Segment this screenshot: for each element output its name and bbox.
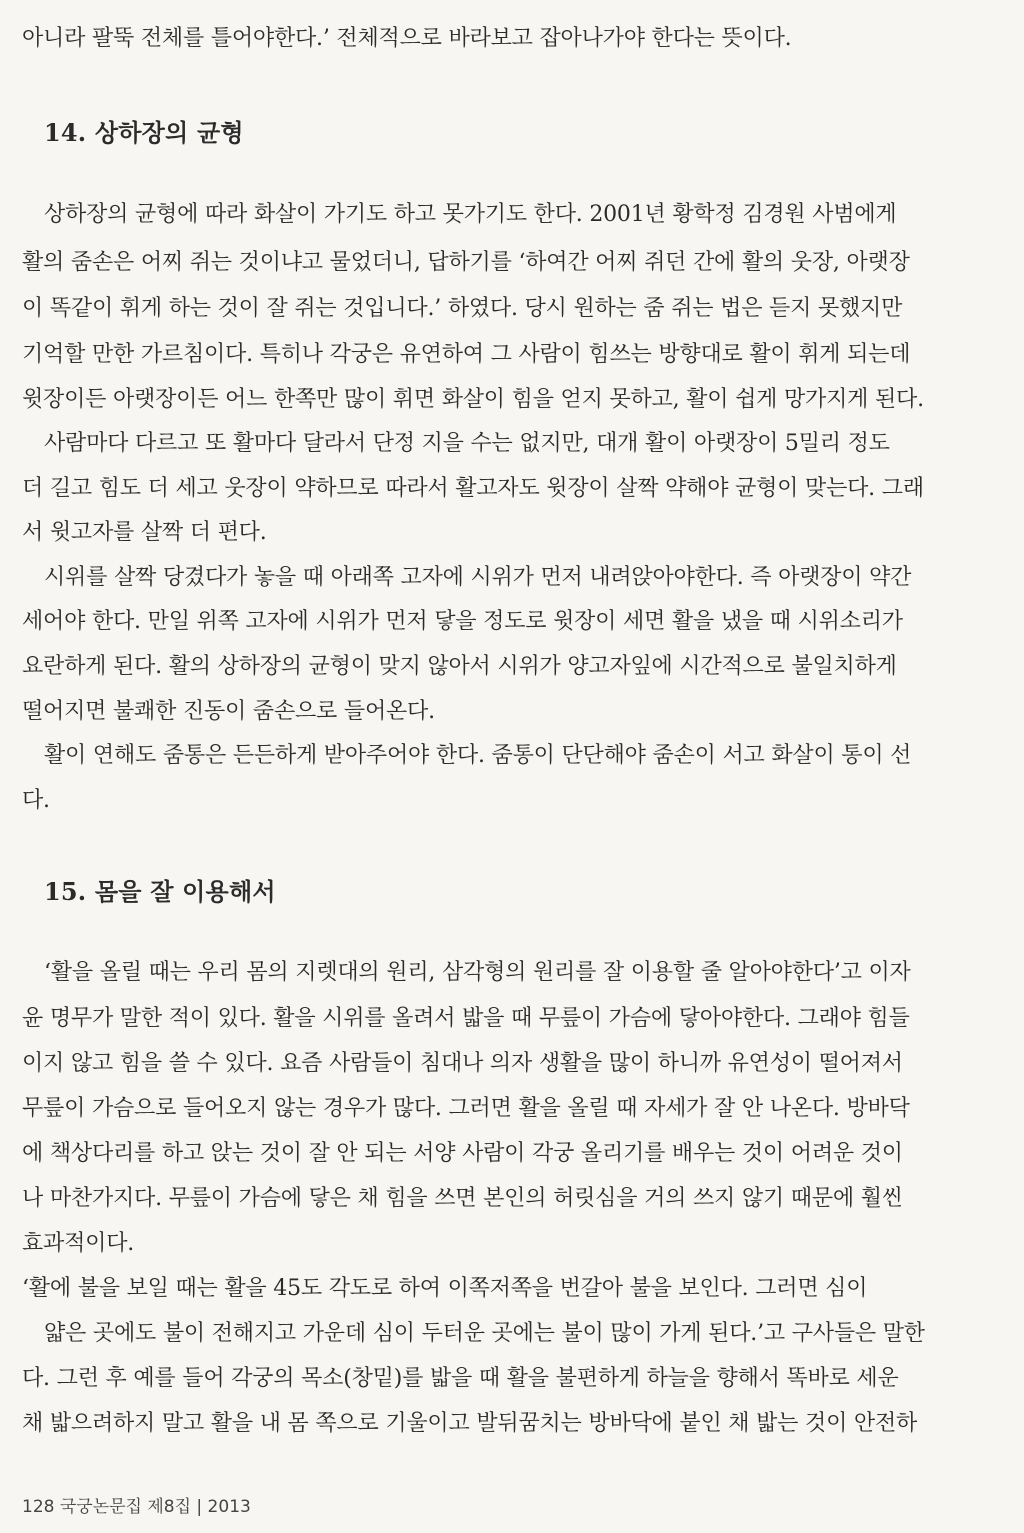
paragraph-line: 효과적이다. [22, 1231, 135, 1256]
paragraph-line: ‘활에 불을 보일 때는 활을 45도 각도로 하여 이쪽저쪽을 번갈아 불을 보인다. 그러면 심이 [22, 1276, 868, 1301]
paragraph-line: 얇은 곳에도 불이 전해지고 가운데 심이 두터운 곳에는 불이 많이 가게 된다.’고 구사들은 말한 [44, 1321, 925, 1346]
paragraph-line: 에 책상다리를 하고 앉는 것이 잘 안 되는 서양 사람이 각궁 올리기를 배우는 것이 어려운 것이 [22, 1141, 903, 1166]
paragraph-line: 더 길고 힘도 더 세고 웃장이 약하므로 따라서 활고자도 윗장이 살짝 약해야 균형이 맞는다. 그래 [22, 476, 924, 501]
paragraph-line: 상하장의 균형에 따라 화살이 가기도 하고 못가기도 한다. 2001년 황학정 김경원 사범에게 [44, 202, 897, 227]
paragraph-line: 시위를 살짝 당겼다가 놓을 때 아래쪽 고자에 시위가 먼저 내려앉아야한다. 즉 아랫장이 약간 [44, 565, 912, 590]
paragraph-line: 아니라 팔뚝 전체를 틀어야한다.’ 전체적으로 바라보고 잡아나가야 한다는 뜻이다. [22, 26, 792, 51]
paragraph-line: 윗장이든 아랫장이든 어느 한쪽만 많이 휘면 화살이 힘을 얻지 못하고, 활이 쉽게 망가지게 된다. [22, 387, 924, 412]
paragraph-line: 요란하게 된다. 활의 상하장의 균형이 맞지 않아서 시위가 양고자잎에 시간적으로 불일치하게 [22, 654, 897, 679]
paragraph-line: 활이 연해도 줌통은 든든하게 받아주어야 한다. 줌통이 단단해야 줌손이 서고 화살이 통이 선 [44, 743, 912, 768]
page-footer: 128 국궁논문집 제8집 | 2013 [22, 1497, 251, 1517]
section-heading-14: 14. 상하장의 균형 [44, 118, 244, 147]
paragraph-line: 이지 않고 힘을 쓸 수 있다. 요즘 사람들이 침대나 의자 생활을 많이 하니까 유연성이 떨어져서 [22, 1051, 903, 1076]
section-heading-15: 15. 몸을 잘 이용해서 [44, 877, 276, 906]
paragraph-line: 윤 명무가 말한 적이 있다. 활을 시위를 올려서 밟을 때 무릎이 가슴에 닿아야한다. 그래야 힘들 [22, 1006, 910, 1031]
paragraph-line: 사람마다 다르고 또 활마다 달라서 단정 지을 수는 없지만, 대개 활이 아랫장이 5밀리 정도 [44, 431, 890, 456]
paragraph-line: 활의 줌손은 어찌 쥐는 것이냐고 물었더니, 답하기를 ‘하여간 어찌 쥐던 간에 활의 웃장, 아랫장 [22, 250, 910, 275]
paragraph-line: ‘활을 올릴 때는 우리 몸의 지렛대의 원리, 삼각형의 원리를 잘 이용할 줄 알아야한다’고 이자 [44, 960, 911, 985]
paragraph-line: 나 마찬가지다. 무릎이 가슴에 닿은 채 힘을 쓰면 본인의 허릿심을 거의 쓰지 않기 때문에 훨씬 [22, 1186, 903, 1211]
paragraph-line: 떨어지면 불쾌한 진동이 줌손으로 들어온다. [22, 699, 435, 724]
paragraph-line: 무릎이 가슴으로 들어오지 않는 경우가 많다. 그러면 활을 올릴 때 자세가 잘 안 나온다. 방바닥 [22, 1096, 910, 1121]
paragraph-line: 채 밟으려하지 말고 활을 내 몸 쪽으로 기울이고 발뒤꿈치는 방바닥에 붙인 채 밟는 것이 안전하 [22, 1411, 918, 1436]
paragraph-line: 기억할 만한 가르침이다. 특히나 각궁은 유연하여 그 사람이 힘쓰는 방향대로 활이 휘게 되는데 [22, 342, 911, 367]
paragraph-line: 다. 그런 후 예를 들어 각궁의 목소(창밑)를 밟을 때 활을 불편하게 하늘을 향해서 똑바로 세운 [22, 1366, 899, 1391]
paragraph-line: 세어야 한다. 만일 위쪽 고자에 시위가 먼저 닿을 정도로 윗장이 세면 활을 냈을 때 시위소리가 [22, 609, 903, 634]
paragraph-line: 다. [22, 788, 50, 813]
paragraph-line: 서 윗고자를 살짝 더 편다. [22, 520, 267, 545]
paragraph-line: 이 똑같이 휘게 하는 것이 잘 쥐는 것입니다.’ 하였다. 당시 원하는 줌 쥐는 법은 듣지 못했지만 [22, 296, 903, 321]
